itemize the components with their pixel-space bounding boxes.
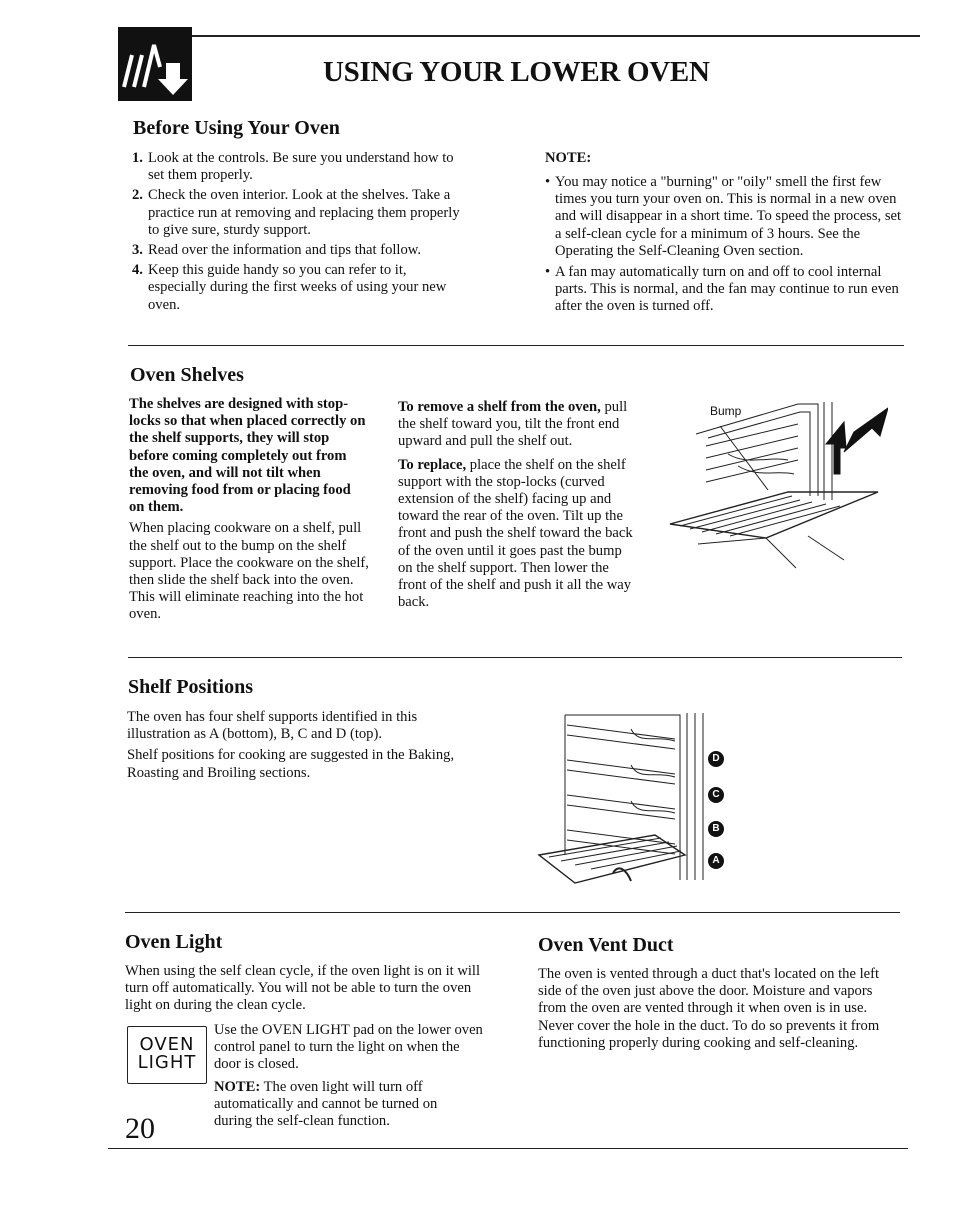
step-item: 3. Read over the information and tips that follow. — [132, 242, 422, 259]
section-logo-icon — [118, 27, 192, 101]
remove-lead: To remove a shelf from the oven, — [398, 399, 601, 415]
replace-lead: To replace, — [398, 456, 467, 473]
bump-label: Bump — [710, 404, 742, 418]
light-note-lead: NOTE: — [214, 1079, 261, 1095]
pad-line: LIGHT — [137, 1052, 197, 1073]
shelf-label-b: B — [708, 821, 724, 837]
note-list — [545, 174, 905, 320]
shelves-middle-column — [398, 399, 638, 615]
pad-line: OVEN — [139, 1034, 195, 1055]
positions-text — [127, 709, 467, 786]
before-steps — [132, 150, 462, 317]
light-note — [214, 1079, 474, 1131]
shelves-para: When placing cookware on a shelf, pull the shelf out to the bump on the shelf support. Place the cookware on the shelf, then slide the shelf back into the oven. This will eliminate reaching into the hot oven. — [129, 520, 369, 623]
header-top-rule — [185, 35, 920, 37]
section-divider — [125, 912, 900, 913]
light-pad-text: Use the OVEN LIGHT pad on the lower oven control panel to turn the light on when the door is closed. — [214, 1022, 483, 1073]
shelves-left-column — [129, 396, 369, 628]
section-divider — [128, 657, 902, 658]
light-para: When using the self clean cycle, if the oven light is on it will turn off automatically. You will not be able to turn the oven light on during the clean cycle. — [125, 963, 481, 1014]
positions-para: Shelf positions for cooking are suggested in the Baking, Roasting and Broiling sections. — [127, 747, 455, 781]
section-divider — [128, 345, 904, 346]
step-item: 1. Look at the controls. Be sure you understand how to set them properly. — [132, 150, 454, 184]
page-number: 20 — [125, 1112, 155, 1145]
light-note-text: The oven light will turn off automatically and cannot be turned on during the self-clean function. — [214, 1079, 438, 1130]
footer-rule — [108, 1148, 908, 1149]
shelf-label-a: A — [708, 853, 724, 869]
note-heading: NOTE: — [545, 150, 592, 166]
vent-para: The oven is vented through a duct that's located on the left side of the oven just above the door. Moisture and vapors from the oven are vented through it when oven is in use. Never cover the hole in the duct. To do so prevents it from functioning properly during cooking and self-cleaning. — [538, 966, 880, 1051]
note-item: • You may notice a "burning" or "oily" smell the first few times you turn your oven on. This is normal in a new oven and will disappear in a short time. To speed the process, set a self-clean cycle for a minimum of 3 hours. See the Operating the Self-Cleaning Oven section. — [545, 174, 905, 260]
shelves-bold-para: The shelves are designed with stop-locks so that when placed correctly on the shelf supports, they will stop before coming completely out from the oven, and will not tilt when removing food from or placing food on them. — [129, 396, 366, 516]
shelf-removal-illustration — [668, 396, 888, 576]
positions-heading: Shelf Positions — [128, 676, 254, 698]
shelves-heading: Oven Shelves — [130, 364, 244, 386]
shelf-positions-illustration — [535, 705, 725, 885]
oven-light-pad-icon — [127, 1026, 207, 1084]
vent-heading: Oven Vent Duct — [538, 934, 674, 956]
note-item: • A fan may automatically turn on and off to cool internal parts. This is normal, and the fan may continue to run even after the oven is turned off. — [545, 264, 905, 316]
replace-text: place the shelf on the shelf support with the stop-locks (curved extension of the shelf) facing up and toward the rear of the oven. Tilt up the front and push the shelf toward the back of the oven until it goes past the bump on the shelf support. Then lower the front of the shelf and push it all the way back. — [398, 456, 633, 611]
shelf-label-c: C — [708, 787, 724, 803]
positions-para: The oven has four shelf supports identified in this illustration as A (bottom), B, C and D (top). — [127, 709, 418, 743]
page-title: USING YOUR LOWER OVEN — [323, 56, 710, 88]
step-item: 4. Keep this guide handy so you can refer to it, especially during the first weeks of using your new oven. — [132, 262, 447, 313]
remove-text: pull the shelf toward you, tilt the front end upward and pull the shelf out. — [398, 399, 628, 450]
shelf-label-d: D — [708, 751, 724, 767]
light-heading: Oven Light — [125, 931, 223, 953]
before-heading: Before Using Your Oven — [133, 117, 340, 139]
step-item: 2. Check the oven interior. Look at the shelves. Take a practice run at removing and replacing them properly to give sure, sturdy support. — [132, 187, 460, 238]
